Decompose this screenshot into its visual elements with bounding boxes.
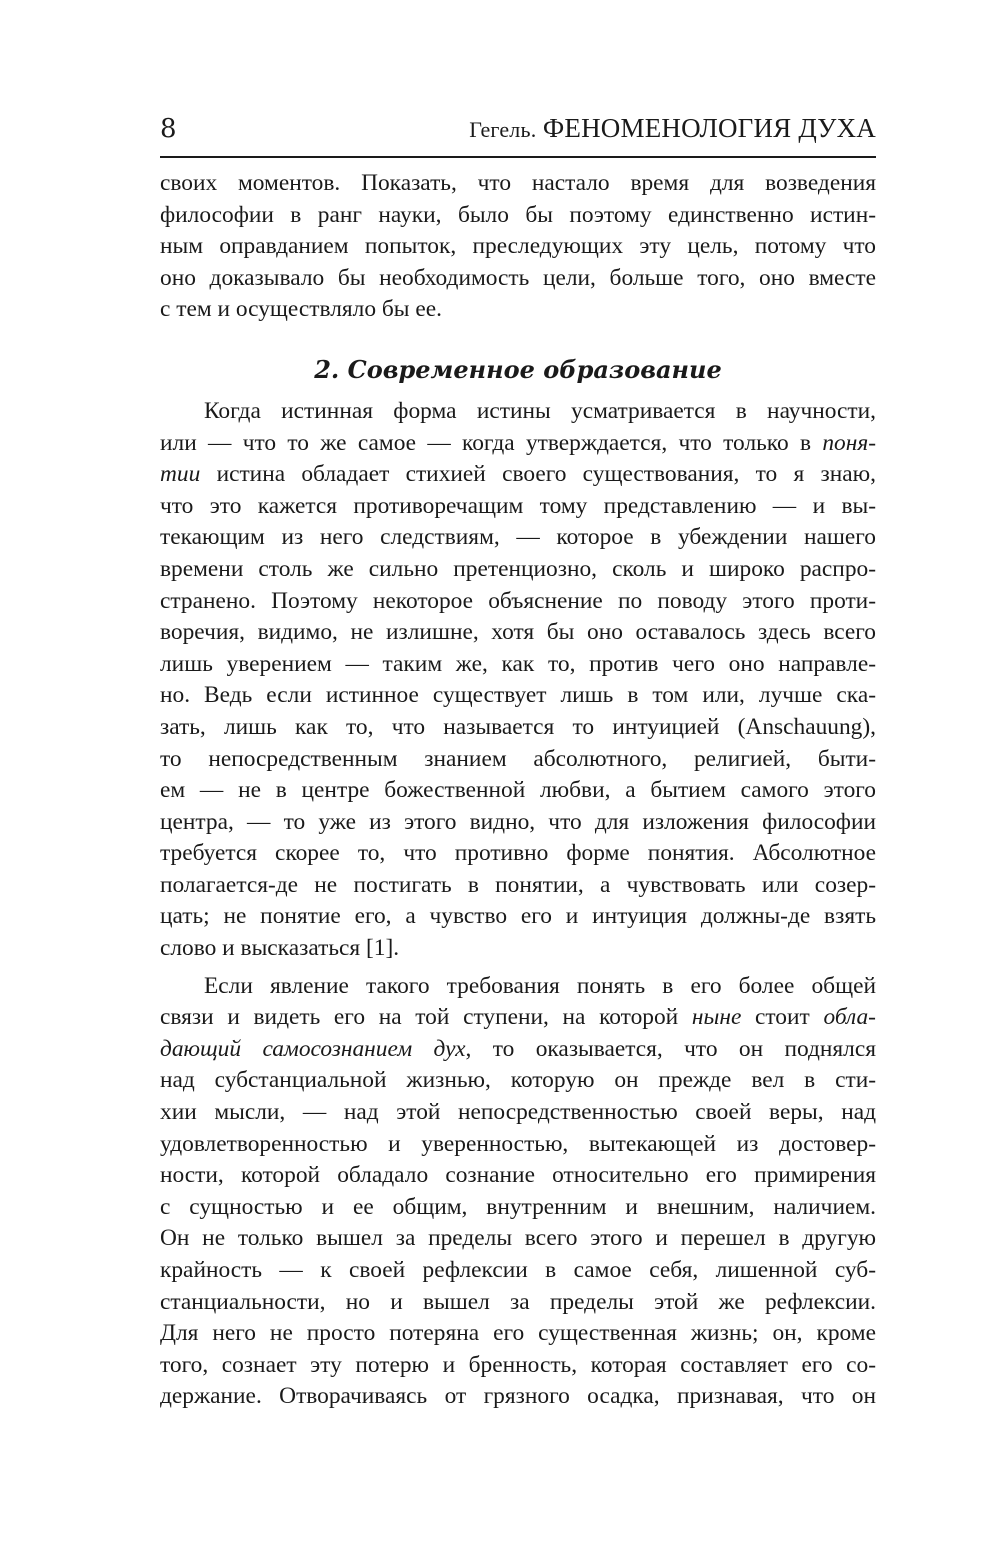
text-line: то непосредственным знанием абсолютного, религией, быти- [160, 745, 876, 772]
book-title [469, 112, 876, 146]
text-fragment: истина обладает стихией своего существования, то я знаю, [216, 461, 876, 488]
emphasis-term: дающий самосознанием дух [160, 1035, 466, 1062]
text-line: держание. Отворачиваясь от грязного осадка, признавая, что он [160, 1383, 876, 1410]
text-line: Когда истинная форма истины усматривается в научности, [204, 397, 876, 424]
text-line: станциальности, но и вышел за пределы этой же рефлексии. [160, 1288, 876, 1315]
text-fragment: или — что то же самое — когда утверждается, что только в [160, 429, 812, 456]
text-line: Если явление такого требования понять в его более общей [204, 972, 876, 999]
text-line [160, 428, 876, 460]
continued-paragraph [160, 168, 876, 326]
text-line: зать, лишь как то, что называется то интуицией (Anschauung), [160, 713, 876, 740]
text-line: странено. Поэтому некоторое объяснение по поводу этого проти- [160, 587, 876, 614]
book-name: ФЕНОМЕНОЛОГИЯ ДУХА [542, 113, 876, 143]
text-line: полагается-де не постигать в понятии, а чувствовать или созер- [160, 871, 876, 898]
page-number: 8 [160, 114, 177, 144]
emphasis-term: поня- [822, 429, 876, 456]
text-line: цать; не понятие его, а чувство его и интуиция должны-де взять [160, 903, 876, 930]
author-name: Гегель. [469, 117, 537, 142]
text-fragment: , то оказывается, что он поднялся [465, 1035, 876, 1062]
text-line: Он не только вышел за пределы всего этого и перешел в другую [160, 1225, 876, 1252]
text-line: требуется скорее то, что противно форме понятия. Абсолютное [160, 840, 876, 867]
text-line: времени столь же сильно претенциозно, сколь и широко распро- [160, 555, 876, 582]
text-line: Для него не просто потеряна его существенная жизнь; он, кроме [160, 1320, 876, 1347]
text-fragment: связи и видеть его на той ступени, на которой [160, 1004, 679, 1031]
text-line: слово и высказаться [1]. [160, 935, 400, 962]
text-line: оно доказывало бы необходимость цели, больше того, оно вместе [160, 264, 876, 291]
text-line: ным оправданием попыток, преследующих эту цель, потому что [160, 233, 876, 260]
emphasis-term: тии [160, 461, 201, 488]
text-line: с сущностью и ее общим, внутренним и внешним, наличием. [160, 1193, 876, 1220]
text-line: крайность — к своей рефлексии в самое себя, лишенной суб- [160, 1257, 876, 1283]
text-line: своих моментов. Показать, что настало время для возведения [160, 170, 876, 196]
text-line: над субстанциальной жизнью, которую он прежде вел в сти- [160, 1067, 876, 1094]
text-line: удовлетворенностью и уверенностью, вытекающей из достовер- [160, 1130, 876, 1157]
text-line: того, сознает эту потерю и бренность, которая составляет его со- [160, 1351, 876, 1378]
text-line: ем — не в центре божественной любви, а бытием самого этого [160, 777, 876, 804]
text-line: центра, — то уже из этого видно, что для изложения философии [160, 808, 876, 835]
text-line: воречия, видимо, не излишне, хотя бы оно оставалось здесь всего [160, 619, 876, 646]
text-line: философии в ранг науки, было бы поэтому единственно истин- [160, 201, 876, 228]
text-line [160, 1002, 876, 1034]
book-page [160, 112, 876, 1413]
text-fragment: стоит [755, 1004, 810, 1031]
text-line: с тем и осуществляло бы ее. [160, 296, 442, 323]
text-line: текающим из него следствиям, — которое в убеждении нашего [160, 524, 876, 551]
text-line: что это кажется противоречащим тому представлению — и вы- [160, 492, 876, 519]
text-line: ности, которой обладало сознание относительно его примирения [160, 1162, 876, 1189]
paragraph-2 [160, 971, 876, 1413]
text-line [160, 459, 876, 491]
text-line: но. Ведь если истинное существует лишь в том или, лучше ска- [160, 682, 876, 709]
section-heading: 2. Современное образование [314, 354, 722, 384]
text-line [160, 1034, 876, 1066]
text-line: лишь уверением — таким же, как то, против чего оно направле- [160, 650, 876, 677]
emphasis-term: обла- [823, 1004, 876, 1031]
paragraph-1 [160, 396, 876, 965]
text-line: хии мысли, — над этой непосредственностью своей веры, над [160, 1099, 876, 1126]
running-head [160, 112, 876, 158]
emphasis-term: ныне [691, 1004, 742, 1031]
